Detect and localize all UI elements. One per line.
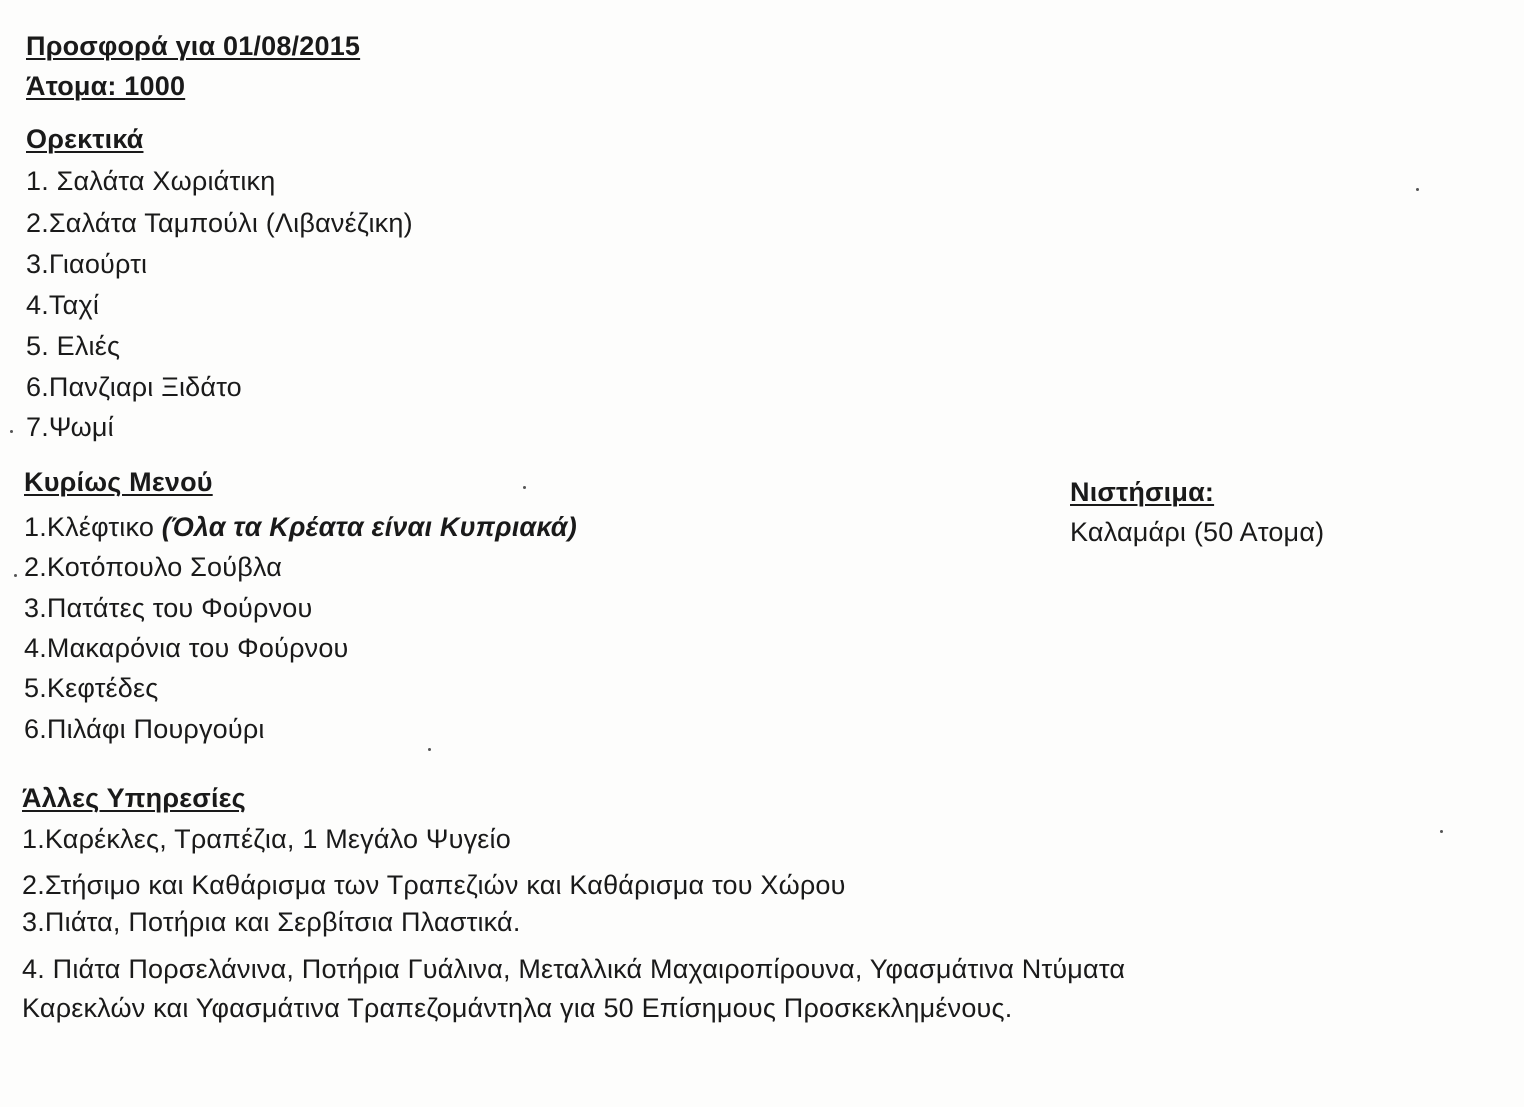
- service-item: 3.Πιάτα, Ποτήρια και Σερβίτσια Πλαστικά.: [22, 907, 521, 937]
- main-menu-item: 2.Κοτόπουλο Σούβλα: [24, 552, 283, 582]
- main-menu-item: [24, 511, 577, 543]
- main-menu-item: 6.Πιλάφι Πουργούρι: [24, 714, 265, 744]
- scan-speck: [428, 748, 431, 751]
- people-count: Άτομα: 1000: [26, 71, 186, 101]
- appetizers-heading: Ορεκτικά: [26, 124, 144, 154]
- scan-speck: [14, 574, 17, 577]
- other-services-heading: Άλλες Υπηρεσίες: [22, 783, 246, 813]
- fasting-item: Καλαμάρι (50 Ατομα): [1070, 517, 1325, 547]
- appetizer-item: 5. Ελιές: [26, 331, 121, 361]
- appetizer-item: 2.Σαλάτα Ταμπούλι (Λιβανέζικη): [26, 208, 413, 238]
- main-menu-item-label: 1.Κλέφτικο: [24, 512, 162, 542]
- appetizer-item: 6.Πανζιαρι Ξιδάτο: [26, 372, 242, 402]
- appetizer-item: 7.Ψωμί: [26, 412, 114, 442]
- fasting-heading: Νιστήσιμα:: [1070, 477, 1215, 507]
- meat-origin-note: (Όλα τα Κρέατα είναι Κυπριακά): [161, 512, 577, 542]
- scan-speck: [1440, 830, 1443, 833]
- main-menu-item: 3.Πατάτες του Φούρνου: [24, 593, 313, 623]
- main-menu-heading: Κυρίως Μενού: [24, 467, 213, 497]
- service-item: Καρεκλών και Υφασμάτινα Τραπεζομάντηλα για 50 Επίσημους Προσκεκλημένους.: [22, 993, 1013, 1023]
- appetizer-item: 3.Γιαούρτι: [26, 249, 148, 279]
- main-menu-item: 4.Μακαρόνια του Φούρνου: [24, 633, 349, 663]
- scan-speck: [10, 430, 13, 433]
- scan-speck: [1416, 188, 1419, 191]
- appetizer-item: 4.Ταχί: [26, 290, 100, 320]
- service-item: 1.Καρέκλες, Τραπέζια, 1 Μεγάλο Ψυγείο: [22, 824, 511, 854]
- main-menu-item: 5.Κεφτέδες: [24, 673, 159, 703]
- service-item: 2.Στήσιμο και Καθάρισμα των Τραπεζιών και Καθάρισμα του Χώρου: [22, 870, 846, 900]
- service-item: 4. Πιάτα Πορσελάνινα, Ποτήρια Γυάλινα, Μεταλλικά Μαχαιροπίρουνα, Υφασμάτινα Ντύματα: [22, 954, 1126, 984]
- scan-speck: [523, 486, 526, 489]
- appetizer-item: 1. Σαλάτα Χωριάτικη: [26, 166, 276, 196]
- offer-title: Προσφορά για 01/08/2015: [26, 31, 361, 61]
